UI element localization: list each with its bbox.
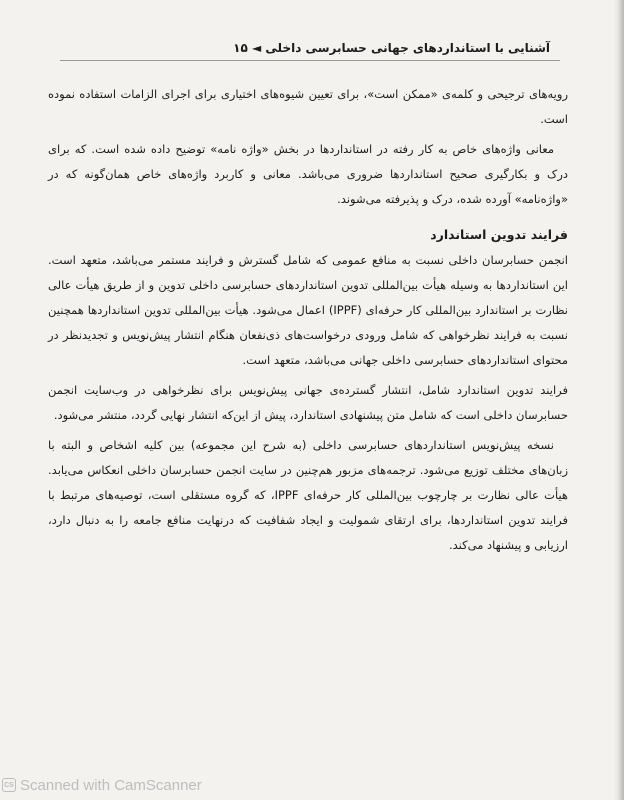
paragraph-5: نسخه پیش‌نویس استانداردهای حسابرسی داخلی (به شرح این مجموعه) بین کلیه اشخاص و البته با زبان‌های مختلف توزیع می‌شود. ترجمه‌های مزبور هم‌چنین در سایت انجمن حسابرسان داخلی انعکاس می‌یابد. هیأت عالی نظارت بر چارچوب بین‌المللی کار حرفه‌ای IPPF، که گروه مستقلی است، توصیه‌های مرتبط با فرایند تدوین استانداردها، برای ارتقای شمولیت و ایجاد شفافیت که درنهایت منافع جامعه را به دنبال دارد، ارزیابی و پیشنهاد می‌کند. <box>48 438 568 552</box>
paragraph-2: معانی واژه‌های خاص به کار رفته در استانداردها در بخش «واژه نامه» توضیح داده شده است. که برای درک و بکارگیری صحیح استانداردها ضروری می‌باشد. معانی و کاربرد واژه‌های خاص همان‌گونه که در «واژه‌نامه» آورده شده، درک و پذیرفته می‌شوند. <box>48 142 568 206</box>
watermark-text: Scanned with CamScanner <box>20 776 202 794</box>
paragraph-4: فرایند تدوین استاندارد شامل، انتشار گسترده‌ی جهانی پیش‌نویس برای نظرخواهی در وب‌سایت انجمن حسابرسان داخلی است که شامل متن پیشنهادی استاندارد، پیش از این‌که انتشار نهایی گردد، منتشر می‌شود. <box>48 383 568 422</box>
page-edge-shadow <box>614 0 624 800</box>
paragraph-1: رویه‌های ترجیحی و کلمه‌ی «ممکن است»، برای تعیین شیوه‌های اختیاری برای اجرای الزامات استفاده نموده است. <box>48 87 568 126</box>
running-header: آشنایی با استانداردهای جهانی حسابرسی داخلی ◄ ۱۵ <box>233 41 550 55</box>
paragraph-3: انجمن حسابرسان داخلی نسبت به منافع عمومی که شامل گسترش و فرایند مستمر می‌باشد، متعهد است. این استانداردها به وسیله هیأت بین‌المللی تدوین استانداردهای حسابرسی داخلی تدوین و از طریق هیأت عالی نظارت بر استاندارد بین‌المللی کار حرفه‌ای (IPPF) اعمال می‌شود. هیأت بین‌المللی تدوین استانداردها همچنین نسبت به فرایند نظرخواهی که شامل ورودی درخواست‌های ذی‌نفعان هنگام انتشار پیش‌نویس و تجدیدنظر در محتوای استانداردهای حسابرسی داخلی جهانی می‌باشد، متعهد است. <box>48 253 568 367</box>
section-heading: فرایند تدوین استاندارد <box>430 227 568 242</box>
camscanner-logo-icon: CS <box>2 778 16 792</box>
header-rule <box>60 60 560 61</box>
body-text <box>48 82 568 563</box>
camscanner-watermark <box>2 776 202 794</box>
